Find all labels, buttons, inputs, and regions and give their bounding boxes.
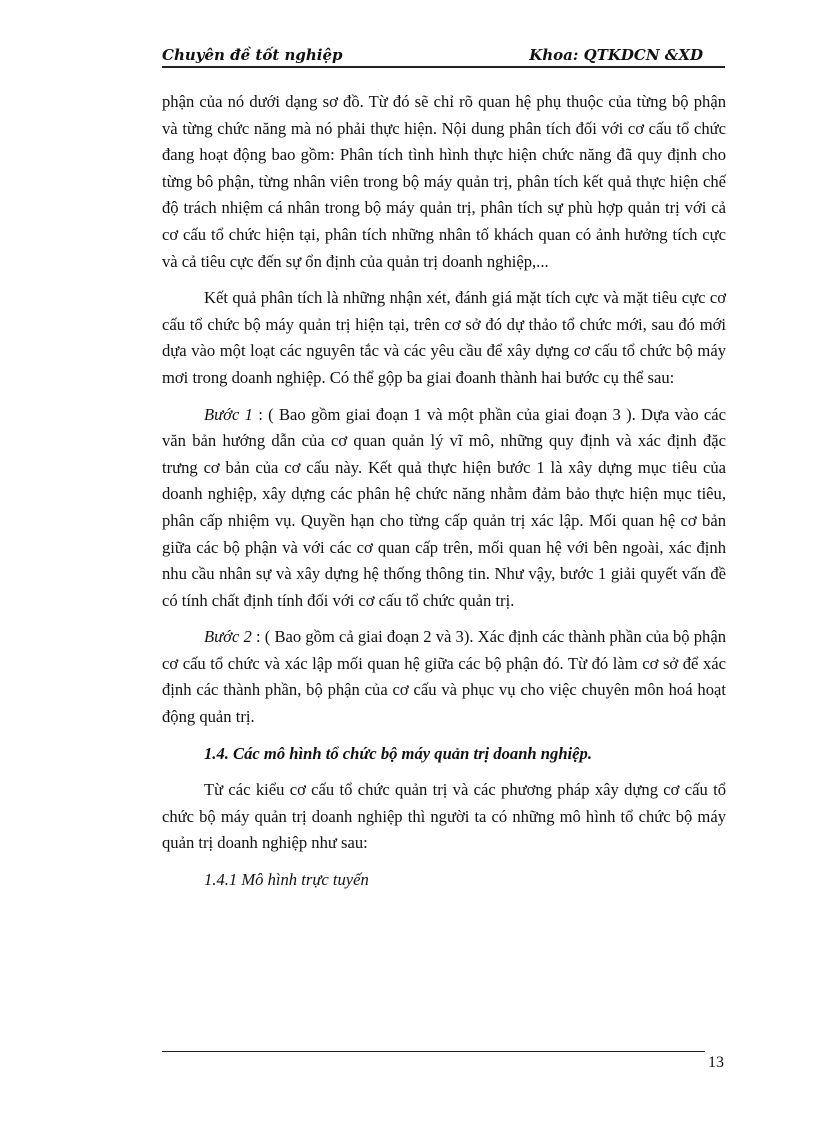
step-1-label: Bước 1 [204,404,253,424]
header-faculty: Khoa: QTKDCN &XD [529,46,703,64]
page-body [162,89,726,904]
step-2-paragraph [162,624,726,730]
footer-divider [162,1051,705,1052]
section-heading: 1.4. Các mô hình tổ chức bộ máy quản trị doanh nghiệp. [204,743,592,763]
step-1-paragraph [162,402,726,615]
page-header [162,44,725,68]
body-paragraph-1: phận của nó dưới dạng sơ đồ. Từ đó sẽ chỉ rõ quan hệ phụ thuộc của từng bộ phận và từng chức năng mà nó phải thực hiện. Nội dung phân tích đối với cơ cấu tổ chức đang hoạt động bao gồm: Phân tích tình hình thực hiện chức năng đã quy định cho từng bô phận, từng nhân viên trong bộ máy quản trị, phân tích kết quả thực hiện chế độ trách nhiệm cá nhân trong bộ máy quản trị, phân tích sự phù hợp quản trị với cả cơ cấu tổ chức hiện tại, phân tích những nhân tố khách quan có ảnh hưởng tích cực và cả tiêu cực đến sự ổn định của quản trị doanh nghiệp,... [162,92,726,271]
step-2-text: : ( Bao gồm cả giai đoạn 2 và 3). Xác định các thành phần của bộ phận cơ cấu tổ chức và xác lập mối quan hệ giữa các bộ phận đó. Từ đó làm cơ sở để xác định các thành phần, bộ phận của cơ cấu và phục vụ cho việc chuyên môn hoá hoạt động quản trị. [162,627,727,727]
step-2-label: Bước 2 [204,627,252,647]
step-1-text: : ( Bao gồm giai đoạn 1 và một phần của giai đoạn 3 ). Dựa vào các văn bản hướng dẫn của cơ quan quản lý vĩ mô, những quy định và xác định đặc trưng cơ bản của cơ cấu này. Kết quả thực hiện bước 1 là xây dựng mục tiêu của doanh nghiệp, xây dựng các phân hệ chức năng nhằm đảm bảo thực hiện mục tiêu, phân cấp nhiệm vụ. Quyền hạn cho từng cấp quản trị xác lập. Mối quan hệ cơ bản giữa các bộ phận và với các cơ quan cấp trên, mối quan hệ với bên ngoài, xác định nhu cầu nhân sự và xây dựng hệ thống thông tin. Như vậy, bước 1 giải quyết vấn đề có tính chất định tính đối với cơ cấu tổ chức quản trị. [162,404,726,610]
subsection-heading: 1.4.1 Mô hình trực tuyến [204,870,369,890]
header-document-title: Chuyên đề tốt nghiệp [162,46,343,64]
body-paragraph-2: Kết quả phân tích là những nhận xét, đánh giá mặt tích cực và mặt tiêu cực cơ cấu tổ chức bộ máy quản trị hiện tại, trên cơ sở đó dự thảo tổ chức mới, sau đó mới dựa vào một loạt các nguyên tắc và các yêu cầu để xây dựng cơ cấu tổ chức bộ máy mơi trong doanh nghiệp. Có thể gộp ba giai đoanh thành hai bước cụ thể sau: [162,288,726,387]
body-paragraph-3: Từ các kiểu cơ cấu tổ chức quản trị và các phương pháp xây dựng cơ cấu tổ chức bộ máy quản trị doanh nghiệp thì người ta có những mô hình tổ chức bộ máy quản trị doanh nghiệp như sau: [162,780,726,853]
page-number: 13 [708,1054,724,1071]
